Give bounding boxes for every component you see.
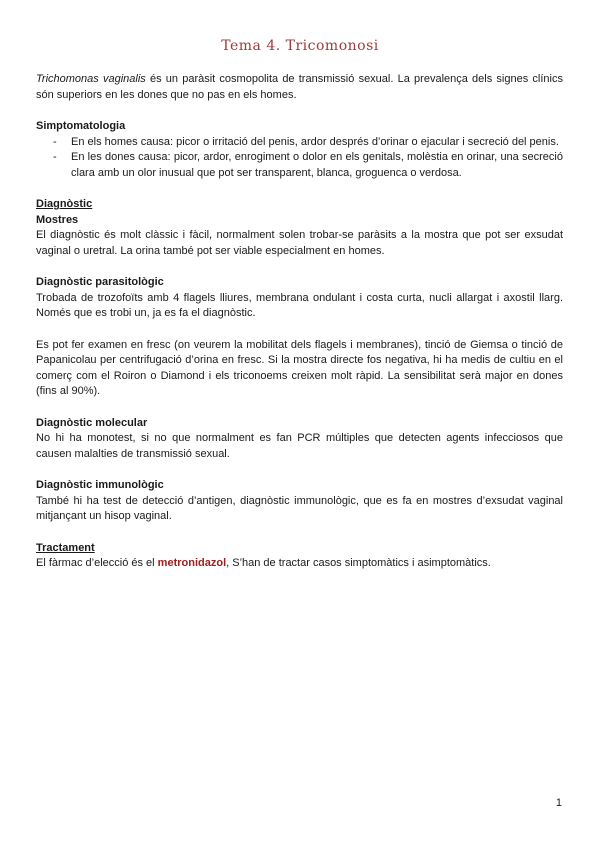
tractament-text-after: , S’han de tractar casos simptomàtics i asimptomàtics. [226,557,491,569]
simptomatologia-heading: Simptomatologia [36,120,126,132]
tractament-heading: Tractament [36,541,95,554]
diagnostic-heading: Diagnòstic [36,198,93,210]
list-item: - En els homes causa: picor o irritació del penis, ardor després d’orinar o ejacular i secreció del penis. [71,135,563,151]
parasitologic-text-2: Es pot fer examen en fresc (on veurem la mobilitat dels flagels i membranes), tinció de Giemsa o tinció de Papanicolau per centrifugació d’orina en fresc. Si la mostra directe fos negativa, hi ha medis de cultiu en el comerç com el Roiron o Diamond i els triconoems creixen molt ràpid. La sensibilitat serà major en dones (fins al 90%). [36,338,563,397]
immunologic-heading: Diagnòstic immunològic [36,479,164,491]
parasitologic-heading: Diagnòstic parasitològic [36,276,164,288]
document-body [36,72,563,572]
parasitologic-text-1: Trobada de trozofoïts amb 4 flagels lliures, membrana ondulant i costa curta, nucli allargat i axostil llarg. Només que es trobi un, ja es fa el diagnòstic. [36,291,563,319]
page-number: 1 [555,797,562,809]
species-name: Trichomonas vaginalis [36,73,146,85]
list-item: - En les dones causa: picor, ardor, enrogiment o dolor en els genitals, molèstia en orinar, una secreció clara amb un olor inusual que pot ser transparent, blanca, groguenca o verdosa. [71,150,563,181]
mostres-heading: Mostres [36,213,79,226]
tractament-text-before: El fàrmac d’elecció és el [36,557,158,569]
molecular-text: No hi ha monotest, si no que normalment es fan PCR múltiples que detecten agents infecciosos que causen malalties de transmissió sexual. [36,432,563,460]
mostres-text: El diagnòstic és molt clàssic i fàcil, normalment solen trobar-se paràsits a la mostra que pot ser exsudat vaginal o uretral. La orina també pot ser viable especialment en homes. [36,229,563,257]
intro-text: és un paràsit cosmopolita de transmissió sexual. La prevalença dels signes clínics són superiors en les dones que no pas en els homes. [36,73,563,101]
immunologic-text: També hi ha test de detecció d’antigen, diagnòstic immunològic, que es fa en mostres d’exsudat vaginal mitjançant un hisop vaginal. [36,494,563,522]
page-title: Tema 4. Tricomonosi [221,38,379,54]
tractament-text [36,556,563,572]
simptomatologia-list [36,135,563,182]
intro-paragraph [36,72,563,103]
molecular-heading: Diagnòstic molecular [36,416,148,429]
drug-name: metronidazol [157,557,227,569]
